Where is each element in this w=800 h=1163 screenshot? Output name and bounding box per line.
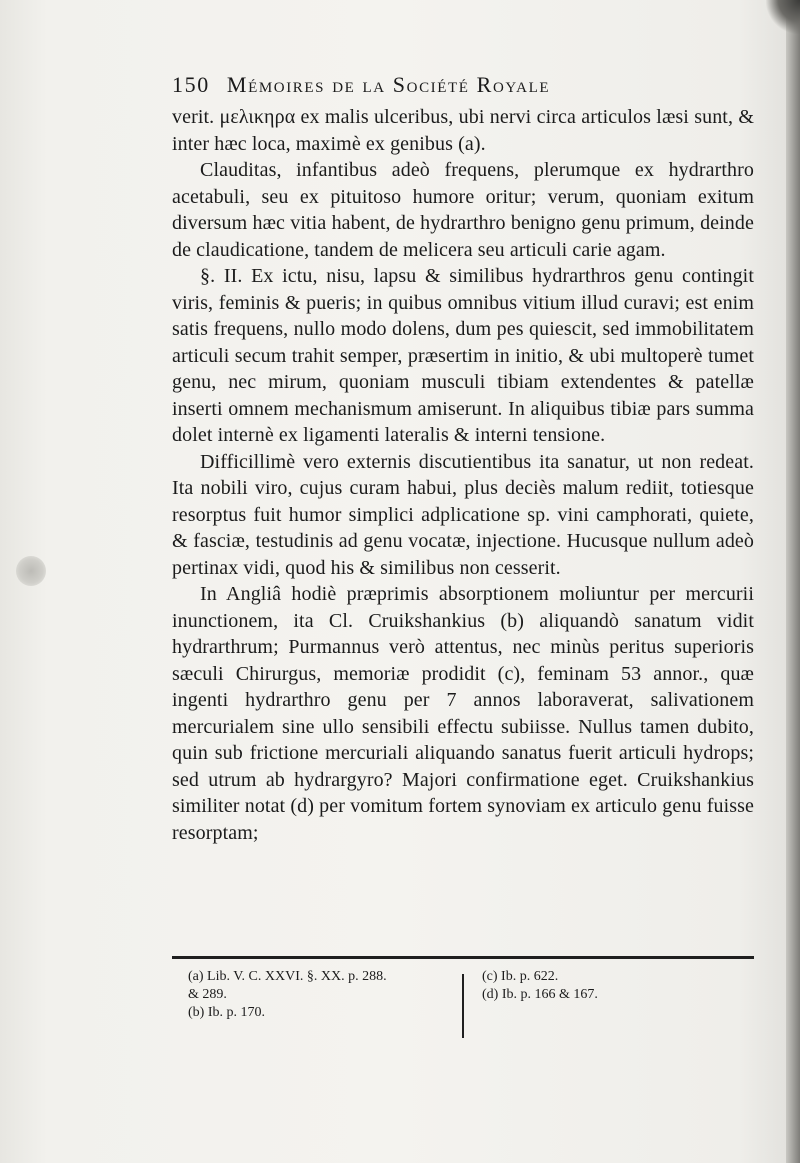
footnotes <box>172 968 754 1038</box>
page-corner-shadow <box>766 0 800 34</box>
running-title: Mémoires de la Société Royale <box>226 72 551 97</box>
page-number: 150 <box>172 72 210 97</box>
paragraph-section-ii: §. II. Ex ictu, nisu, lapsu & similibus hydrarthros genu contingit viris, feminis & pueris; in quibus omnibus vitium illud curavi; est enim satis frequens, nullo modo dolens, dum pes quiescit, sed immobilitatem articuli secum trahit semper, præsertim in initio, & ubi multoperè tumet genu, nec mirum, quoniam musculi tibiam extendentes & patellæ inserti omnem mechanismum amiserunt. In aliquibus tibiæ pars summa dolet internè ex ligamenti lateralis & interni tensione. <box>172 265 754 446</box>
running-head <box>172 70 754 102</box>
page-edge-shadow <box>786 0 800 1163</box>
footnote-a-continued: & 289. <box>188 987 227 1002</box>
paragraph-continuation: verit. μελικηρα ex malis ulceribus, ubi nervi circa articulos læsi sunt, & inter hæc loca, maximè ex genibus (a). <box>172 106 754 155</box>
footnote-c: (c) Ib. p. 622. <box>482 969 559 984</box>
footnotes-left-column <box>172 968 462 1038</box>
footnote-d: (d) Ib. p. 166 & 167. <box>482 987 598 1002</box>
footnotes-right-column <box>482 968 754 1038</box>
footnote-a: (a) Lib. V. C. XXVI. §. XX. p. 288. <box>188 969 387 984</box>
footnote-divider <box>462 974 464 1038</box>
main-text-block <box>172 70 754 846</box>
paper-stain <box>16 556 46 586</box>
paragraph-in-anglia: In Angliâ hodiè præprimis absorptionem moliuntur per mercurii inunctionem, ita Cl. Cruikshankius (b) aliquandò sanatum vidit hydrarthrum; Purmannus verò attentus, nec minùs peritus superioris sæculi Chirurgus, memoriæ prodidit (c), feminam 53 annor., quæ ingenti hydrarthro genu per 7 annos laboraverat, salivationem mercurialem sine ullo sensibili effectu subiisse. Nullus tamen dubito, quin sub frictione mercuriali aliquando sanatus fuerit articuli hydrops; sed utrum ab hydrargyro? Majori confirmatione eget. Cruikshankius similiter notat (d) per vomitum fortem synoviam ex articulo genu fuisse resorptam; <box>172 583 754 844</box>
paragraph-difficillime: Difficillimè vero externis discutientibus ita sanatur, ut non redeat. Ita nobili viro, cujus curam habui, plus deciès malum rediit, totiesque resorptus fuit humor simplici adplicatione sp. vini camphorati, quiete, & fasciæ, testudinis ad genu vocatæ, injectione. Hucusque nullum adeò pertinax vidi, quod his & similibus non cesserit. <box>172 450 754 579</box>
footnote-rule <box>172 956 754 959</box>
footnote-b: (b) Ib. p. 170. <box>188 1005 265 1020</box>
paragraph-clauditas: Clauditas, infantibus adeò frequens, plerumque ex hydrarthro acetabuli, seu ex pituitoso humore oritur; verum, quoniam exitum diversum hæc vitia habent, de hydrarthro benigno genu primum, deinde de claudicatione, tandem de melicera seu articuli carie agam. <box>172 159 754 261</box>
